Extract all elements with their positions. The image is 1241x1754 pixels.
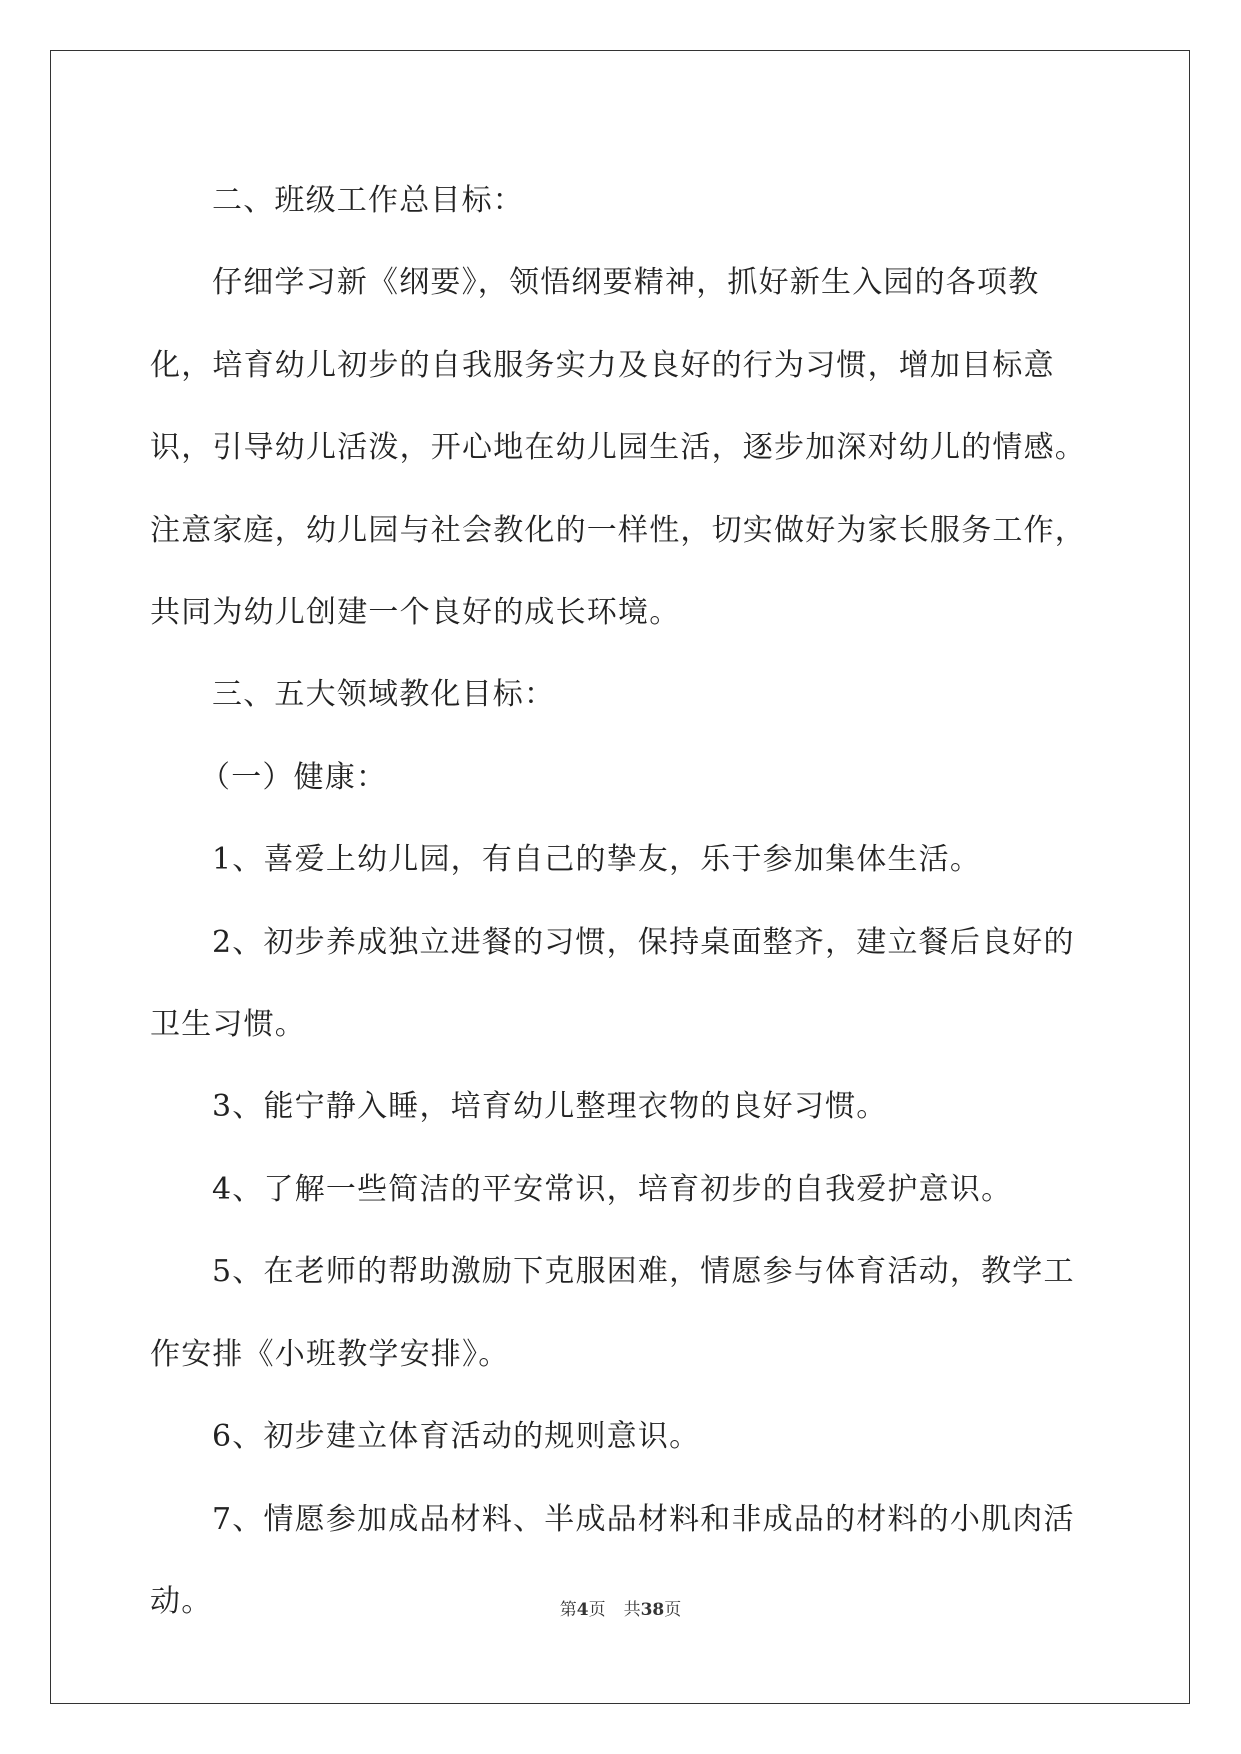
heading-five-domains: 三、五大领域教化目标： bbox=[212, 677, 556, 713]
total-pages: 38 bbox=[640, 1600, 665, 1620]
page-prefix: 第 bbox=[559, 1600, 577, 1620]
list-item-7: 7、情愿参加成品材料、半成品材料和非成品的材料的小肌肉活动。 bbox=[150, 1501, 1075, 1619]
list-item-1: 1、喜爱上幼儿园，有自己的挚友，乐于参加集体生活。 bbox=[212, 842, 982, 878]
document-body bbox=[150, 160, 1090, 1643]
list-item-6: 6、初步建立体育活动的规则意识。 bbox=[212, 1419, 701, 1455]
list-item-3: 3、能宁静入睡，培育幼儿整理衣物的良好习惯。 bbox=[212, 1089, 888, 1125]
page-number: 4 bbox=[576, 1600, 589, 1620]
heading-class-goals: 二、班级工作总目标： bbox=[212, 183, 524, 218]
total-prefix: 共 bbox=[623, 1600, 641, 1620]
list-item-4: 4、了解一些简洁的平安常识，培育初步的自我爱护意识。 bbox=[212, 1171, 1013, 1207]
page-suffix: 页 bbox=[588, 1600, 606, 1620]
page-footer bbox=[0, 1595, 1241, 1620]
total-suffix: 页 bbox=[664, 1600, 682, 1620]
list-item-2: 2、初步养成独立进餐的习惯，保持桌面整齐，建立餐后良好的卫生习惯。 bbox=[150, 924, 1075, 1043]
list-item-5: 5、在老师的帮助激励下克服困难，情愿参与体育活动，教学工作安排《小班教学安排》。 bbox=[150, 1254, 1075, 1372]
subheading-health: （一）健康： bbox=[200, 759, 388, 795]
paragraph-class-goals: 仔细学习新《纲要》，领悟纲要精神，抓好新生入园的各项教化，培育幼儿初步的自我服务实力及良好的行为习惯，增加目标意识，引导幼儿活泼，开心地在幼儿园生活，逐步加深对幼儿的情感。注意家庭，幼儿园与社会教化的一样性，切实做好为家长服务工作，共同为幼儿创建一个良好的成长环境。 bbox=[150, 265, 1086, 631]
